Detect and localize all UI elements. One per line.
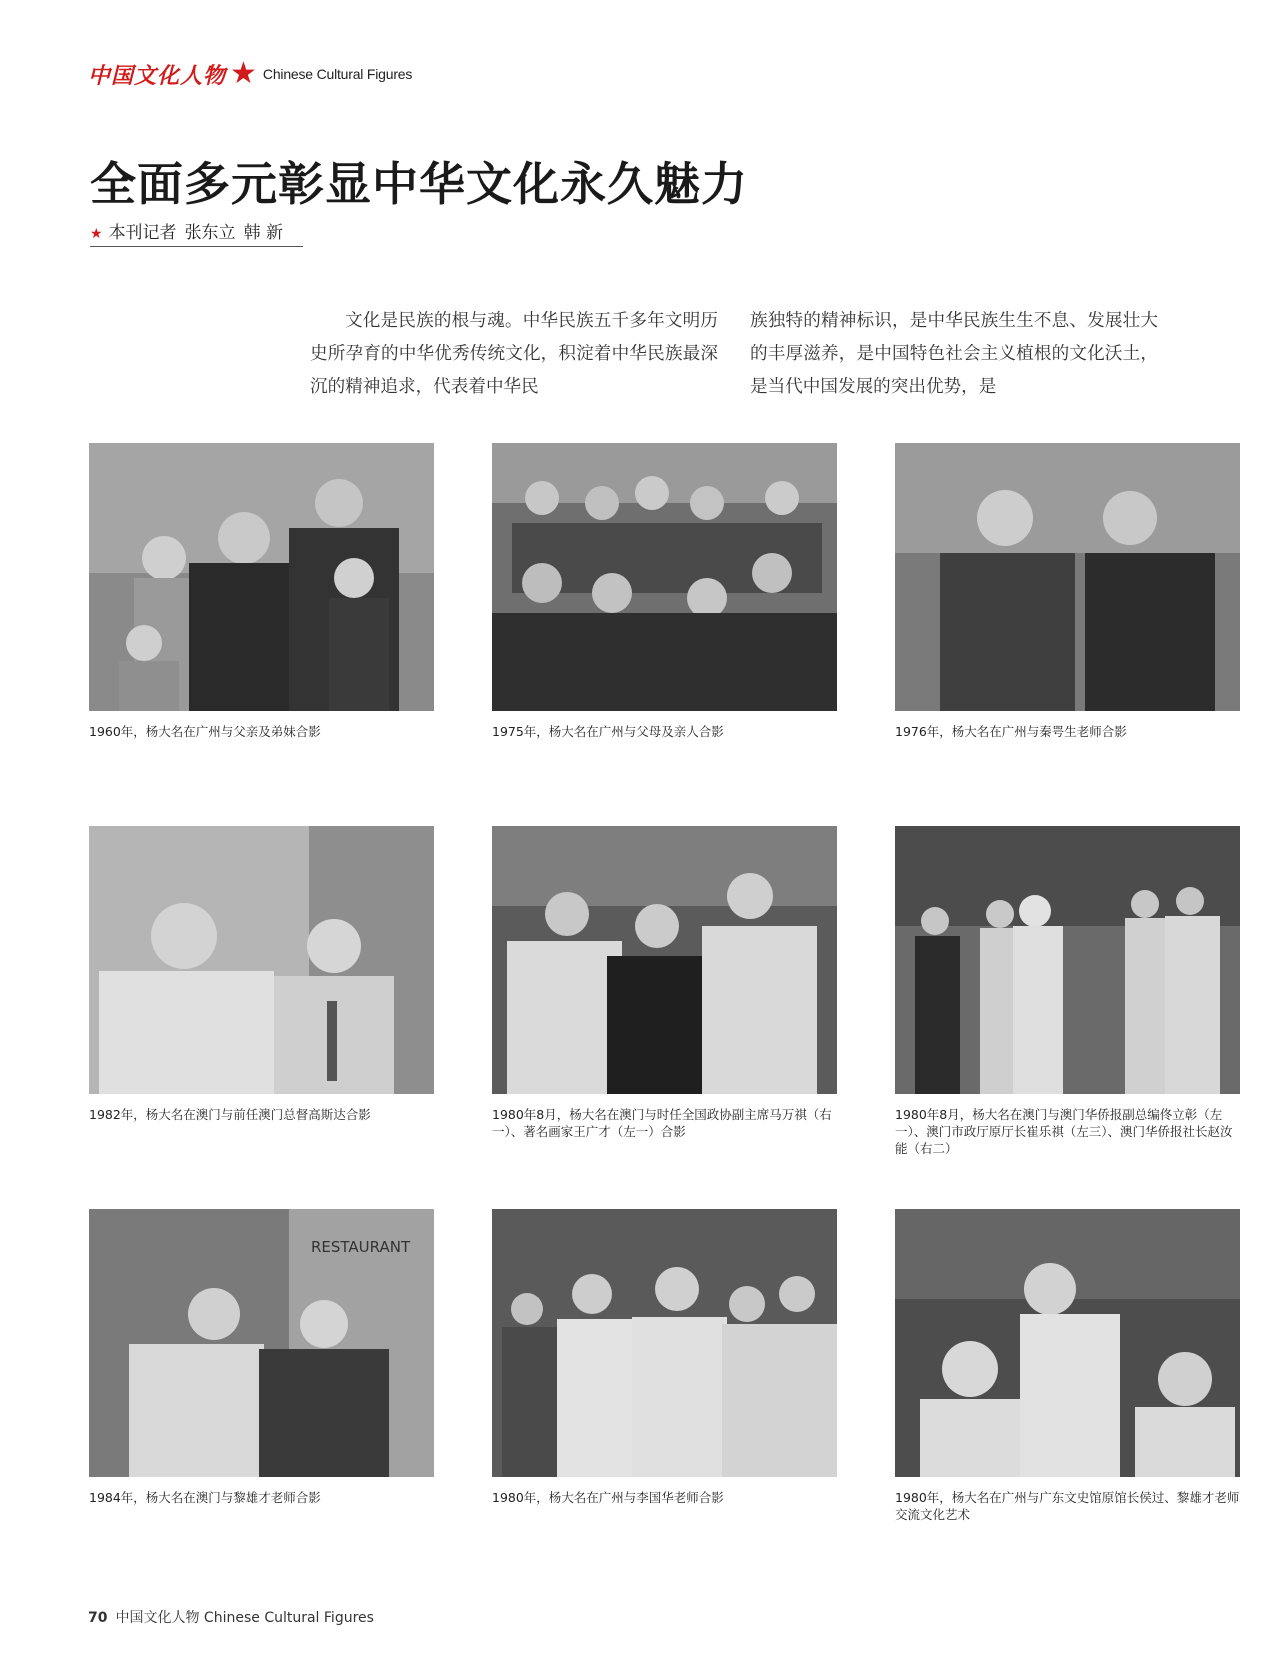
section-title-en: Chinese Cultural Figures [262, 66, 413, 82]
caption-photo-9: 1980年，杨大名在广州与广东文史馆原馆长侯过、黎雄才老师交流文化艺术 [895, 1490, 1240, 1522]
article-title: 全面多元彰显中华文化永久魅力 [90, 157, 748, 211]
caption-photo-8: 1980年，杨大名在广州与李国华老师合影 [492, 1490, 724, 1505]
photo-1975-family [492, 443, 837, 711]
intro-paragraph-left: 文化是民族的根与魂。中华民族五千多年文明历史所孕育的中华优秀传统文化，积淀着中华民族最深沉的精神追求，代表着中华民 [310, 311, 718, 397]
caption-photo-6: 1980年8月，杨大名在澳门与澳门华侨报副总编佟立彰（左一）、澳门市政厅原厅长崔乐祺（左三）、澳门华侨报社长赵汝能（右二） [895, 1107, 1233, 1156]
masthead [88, 58, 412, 90]
caption-photo-5: 1980年8月，杨大名在澳门与时任全国政协副主席马万祺（右一）、著名画家王广才（左一）合影 [492, 1107, 832, 1139]
section-title-cn: 中国文化人物 [88, 62, 227, 89]
page-number: 70 [88, 1610, 108, 1626]
caption-photo-2: 1975年，杨大名在广州与父母及亲人合影 [492, 724, 724, 739]
caption-photo-7: 1984年，杨大名在澳门与黎雄才老师合影 [89, 1490, 321, 1505]
caption-photo-3: 1976年，杨大名在广州与秦咢生老师合影 [895, 724, 1127, 739]
photo-1980-teacher-li [492, 1209, 837, 1477]
caption-photo-1: 1960年，杨大名在广州与父亲及弟妹合影 [89, 724, 321, 739]
photo-1960-family [89, 443, 434, 711]
byline-star-icon: ★ [90, 226, 103, 242]
intro-paragraph-right: 族独特的精神标识，是中华民族生生不息、发展壮大的丰厚滋养，是中国特色社会主义植根的文化沃土，是当代中国发展的突出优势，是 [750, 311, 1158, 397]
byline-author-2: 韩 新 [243, 223, 283, 243]
star-icon: ★ [230, 56, 257, 91]
caption-photo-4: 1982年，杨大名在澳门与前任澳门总督高斯达合影 [89, 1107, 371, 1122]
page-footer [88, 1607, 374, 1627]
photo-1984-teacher [89, 1209, 434, 1477]
photo-1980-cultural-exchange [895, 1209, 1240, 1477]
photo-1982-governor [89, 826, 434, 1094]
photo-1980-macau-group [492, 826, 837, 1094]
restaurant-sign: RESTAURANT [311, 1238, 411, 1256]
byline [90, 218, 303, 247]
photo-1976-teacher [895, 443, 1240, 711]
byline-role: 本刊记者 [108, 223, 177, 243]
byline-author-1: 张东立 [184, 223, 236, 243]
footer-publication: 中国文化人物 Chinese Cultural Figures [115, 1610, 374, 1626]
photo-1980-macau-reception [895, 826, 1240, 1094]
